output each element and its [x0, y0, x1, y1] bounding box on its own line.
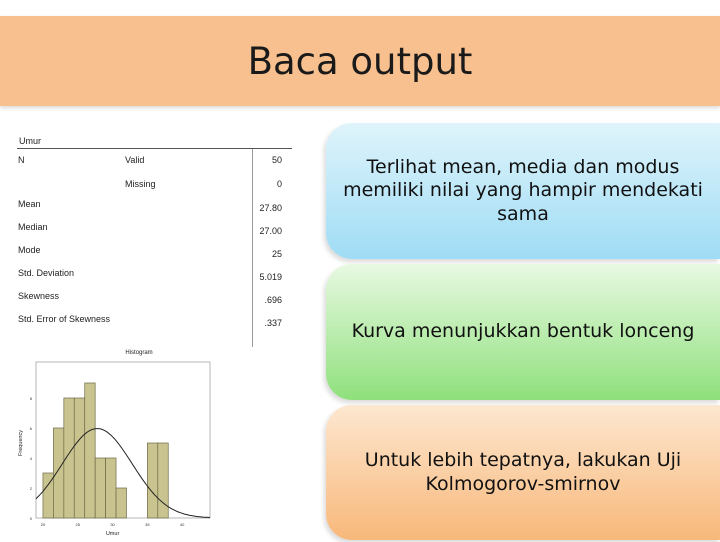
- y-tick-label: 0: [29, 516, 32, 521]
- histogram-bar: [147, 443, 157, 518]
- histogram-bar: [95, 458, 105, 518]
- card-text: Terlihat mean, media dan modus memiliki nilai yang hampir mendekati sama: [343, 156, 703, 225]
- table-row: [17, 314, 292, 328]
- row-label: Mode: [18, 245, 41, 255]
- row-sublabel: Valid: [125, 155, 145, 165]
- row-label: Std. Error of Skewness: [18, 314, 111, 324]
- x-tick-label: 35: [145, 522, 150, 527]
- x-tick-label: 20: [40, 522, 46, 527]
- histogram-bar: [74, 398, 84, 518]
- y-tick-label: 6: [29, 426, 32, 431]
- row-value: 27.80: [259, 203, 282, 213]
- chart-title: Histogram: [125, 350, 153, 356]
- x-axis-label: Umur: [105, 531, 120, 537]
- row-value: .337: [264, 318, 282, 328]
- y-tick-label: 8: [29, 396, 32, 401]
- table-row: [17, 179, 292, 193]
- y-tick-label: 4: [29, 456, 32, 461]
- row-value: 25: [271, 249, 282, 259]
- x-tick-label: 40: [179, 522, 185, 527]
- table-row: [17, 268, 292, 282]
- card-mean-median-mode: [326, 123, 720, 259]
- statistics-body: [17, 148, 292, 347]
- row-value: 5.019: [259, 272, 282, 282]
- row-label: Mean: [18, 199, 41, 209]
- row-value: .696: [264, 295, 282, 305]
- histogram-bar: [64, 398, 74, 518]
- row-label: Skewness: [18, 291, 60, 301]
- card-kolmogorov: [326, 405, 720, 540]
- row-value: 27.00: [259, 226, 282, 236]
- row-sublabel: Missing: [125, 179, 156, 189]
- table-row: [17, 222, 292, 236]
- table-row: [17, 199, 292, 213]
- histogram-panel: [14, 340, 314, 538]
- table-row: [17, 155, 292, 169]
- statistics-header: Umur: [19, 136, 41, 146]
- card-bell-curve: [326, 264, 720, 400]
- histogram-bar: [85, 383, 95, 518]
- table-row: [17, 245, 292, 259]
- histogram-chart: [14, 340, 314, 538]
- row-label: Median: [18, 222, 48, 232]
- histogram-bar: [53, 428, 63, 518]
- row-value: 0: [276, 179, 282, 189]
- row-label: Std. Deviation: [18, 268, 75, 278]
- card-text: Kurva menunjukkan bentuk lonceng: [351, 320, 695, 343]
- table-row: [17, 291, 292, 305]
- histogram-bar: [116, 488, 126, 518]
- x-tick-label: 25: [75, 522, 80, 527]
- histogram-bar: [158, 443, 168, 518]
- y-axis-label: Frequency: [18, 430, 24, 456]
- histogram-bar: [106, 458, 116, 518]
- row-value: 50: [271, 155, 282, 165]
- x-tick-label: 30: [110, 522, 115, 527]
- row-label: N: [18, 155, 25, 165]
- card-text: Untuk lebih tepatnya, lakukan Uji Kolmogorov-smirnov: [364, 449, 682, 495]
- y-tick-label: 2: [29, 486, 32, 491]
- slide-title: Baca output: [247, 40, 473, 83]
